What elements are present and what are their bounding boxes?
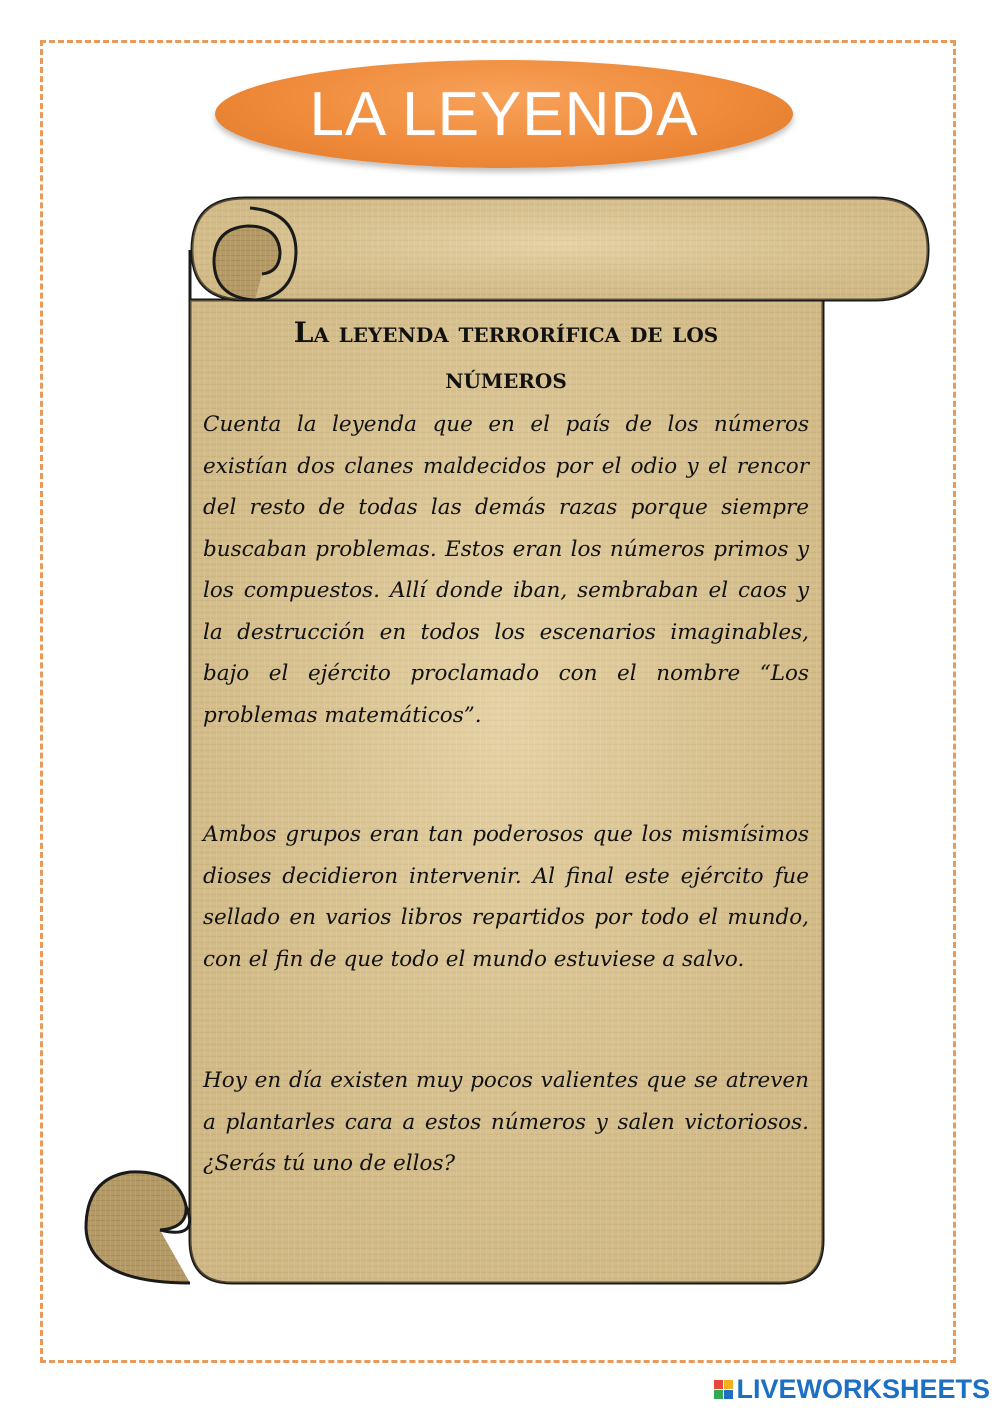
- logo-square-green: [714, 1390, 723, 1399]
- page-title: LA LEYENDA: [309, 79, 699, 149]
- legend-paragraph-3: Hoy en día existen muy pocos valientes que se atreven a plantarles cara a estos números y salen victoriosos. ¿Serás tú uno de ellos?: [203, 1068, 809, 1176]
- liveworksheets-logo-icon: [714, 1380, 733, 1399]
- legend-paragraph-2: Ambos grupos eran tan poderosos que los mismísimos dioses decidieron intervenir. Al final este ejército fue sellado en varios libros repartidos por todo el mundo, con el fin de que todo el mundo estuviese a salvo.: [203, 822, 809, 972]
- legend-paragraph-1: Cuenta la leyenda que en el país de los números existían dos clanes maldecidos por el odio y el rencor del resto de todas las demás razas porque siempre buscaban problemas. Estos eran los números primos y los compuestos. Allí donde iban, sembraban el caos y la destrucción en todos los escenarios imaginables, bajo el ejército proclamado con el nombre “Los problemas matemáticos”.: [203, 412, 809, 728]
- logo-square-yellow: [724, 1380, 733, 1389]
- scroll-bottom-curl: [86, 1172, 190, 1283]
- logo-square-red: [714, 1380, 723, 1389]
- logo-square-blue: [724, 1390, 733, 1399]
- liveworksheets-watermark: [714, 1374, 990, 1405]
- watermark-text: LIVEWORKSHEETS: [736, 1374, 990, 1404]
- scroll-content: [203, 310, 809, 1185]
- legend-heading: La leyenda terrorífica de los números: [293, 316, 719, 395]
